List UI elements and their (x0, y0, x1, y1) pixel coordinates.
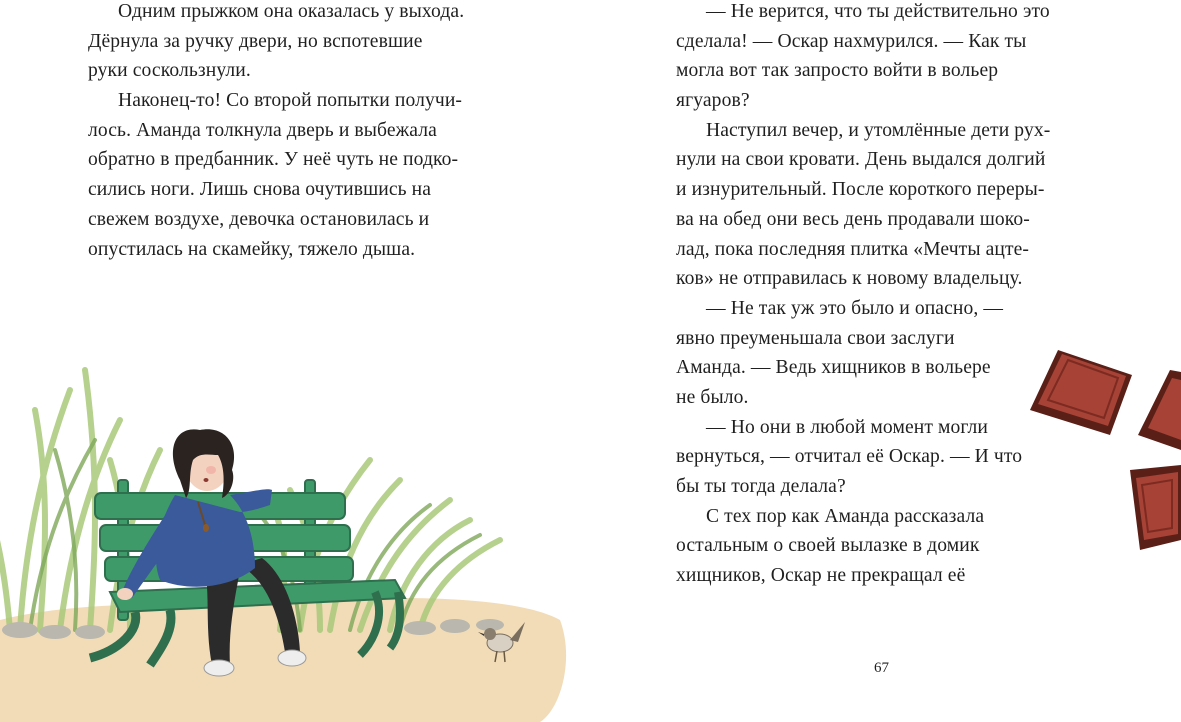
left-page-text-line: руки соскользнули. (88, 60, 251, 82)
right-page-text-line: Аманда. — Ведь хищников в вольере (676, 357, 991, 379)
left-page-text-line: Одним прыжком она оказалась у выхода. (118, 1, 465, 22)
right-page-text-line: вернуться, — отчитал её Оскар. — И что (676, 446, 1023, 468)
right-page-text-line: явно преуменьшала свои заслуги (676, 327, 955, 349)
right-page-text-line: нули на свои кровати. День выдался долгий (676, 149, 1046, 171)
left-page-text-line: Наконец-то! Со второй попытки получи- (118, 90, 463, 112)
left-page-text-line: обратно в предбанник. У неё чуть не подко- (88, 149, 459, 171)
left-page-text-line: Дёрнула за ручку двери, но вспотевшие (88, 30, 423, 52)
right-page-text-line: — Не так уж это было и опасно, — (706, 297, 1004, 319)
right-page-text-line: ков» не отправилась к новому владельцу. (676, 268, 1023, 290)
chocolate-piece-2 (1138, 370, 1181, 450)
right-page-text-line: Наступил вечер, и утомлённые дети рух- (706, 119, 1051, 141)
right-page-text-line: остальным о своей вылазке в домик (676, 535, 980, 557)
right-page-text-line: хищников, Оскар не прекращал её (676, 565, 966, 587)
right-page-text-line: не было. (676, 386, 749, 408)
right-page-text-line: могла вот так запросто войти в вольер (676, 60, 999, 82)
girl-on-bench-illustration (0, 330, 580, 722)
left-page-text-line: свежем воздухе, девочка остановилась и (88, 208, 430, 230)
left-page-text-line: лось. Аманда толкнула дверь и выбежала (88, 119, 437, 141)
right-page-text-line: — Не верится, что ты действительно это (706, 1, 1050, 22)
left-page-text (88, 0, 518, 264)
left-page-text-line: опустилась на скамейку, тяжело дыша. (88, 238, 416, 260)
right-page-text-line: лад, пока последняя плитка «Мечты ацте- (676, 238, 1030, 260)
chocolate-pieces-illustration (1020, 340, 1181, 560)
chocolate-piece-1 (1030, 350, 1132, 435)
right-page-text-line: сделала! — Оскар нахмурился. — Как ты (676, 30, 1027, 52)
chocolate-piece-3 (1130, 465, 1181, 550)
left-page-text-line: сились ноги. Лишь снова очутившись на (88, 179, 432, 201)
right-page-text-line: бы ты тогда делала? (676, 476, 846, 497)
right-page-text-line: ягуаров? (676, 90, 750, 112)
right-page-text-line: ва на обед они весь день продавали шоко- (676, 208, 1030, 230)
page-number: 67 (874, 660, 889, 676)
right-page-text-line: — Но они в любой момент могли (706, 416, 988, 438)
right-page-text-line: и изнурительный. После короткого переры- (676, 179, 1045, 201)
right-page-text-line: С тех пор как Аманда рассказала (706, 505, 985, 527)
